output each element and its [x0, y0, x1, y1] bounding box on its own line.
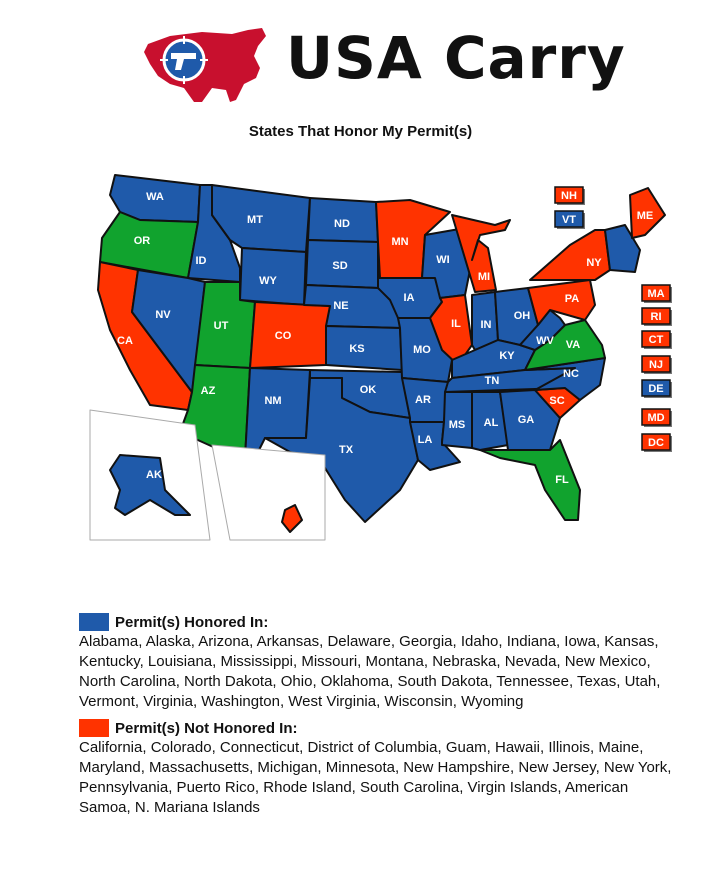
- state-label-VA: VA: [565, 339, 581, 351]
- state-label-WV: WV: [536, 335, 554, 347]
- state-label-ID: ID: [195, 255, 207, 267]
- state-label-NM: NM: [264, 395, 282, 407]
- side-box-label-MA: MA: [647, 288, 665, 300]
- side-box-label-DE: DE: [648, 383, 664, 395]
- state-label-MO: MO: [413, 344, 431, 356]
- state-label-CA: CA: [117, 335, 133, 347]
- brand-title: USA Carry: [286, 24, 626, 92]
- legend-honored-heading: [79, 612, 679, 632]
- not-honored-swatch: [79, 719, 109, 737]
- state-label-MS: MS: [448, 419, 466, 431]
- state-label-ND: ND: [334, 218, 350, 230]
- honored-swatch: [79, 613, 109, 631]
- state-label-NY: NY: [586, 257, 602, 269]
- state-label-TX: TX: [338, 444, 354, 456]
- page-subtitle: States That Honor My Permit(s): [248, 123, 473, 140]
- state-label-MI: MI: [477, 271, 491, 283]
- state-label-LA: LA: [417, 434, 433, 446]
- state-label-IL: IL: [451, 318, 461, 330]
- state-label-KY: KY: [499, 350, 515, 362]
- side-box-label-MD: MD: [647, 412, 665, 424]
- state-NY[interactable]: [530, 230, 610, 280]
- side-box-label-RI: RI: [650, 311, 662, 323]
- state-label-IA: IA: [403, 292, 415, 304]
- state-label-HI: HI: [260, 515, 272, 527]
- legend-not-honored-list: California, Colorado, Connecticut, District of Columbia, Guam, Hawaii, Illinois, Maine, Maryland, Massachusetts, Michigan, Minnesota, New Hampshire, New Jersey, New York, Pennsylvania, Puerto Rico, Rhode Island, South Carolina, Virgin Islands, American Samoa, N. Mariana Islands: [79, 739, 672, 816]
- side-box-label-NH: NH: [561, 190, 577, 202]
- state-label-PA: PA: [564, 293, 580, 305]
- state-label-SC: SC: [549, 395, 565, 407]
- state-label-MN: MN: [391, 236, 409, 248]
- state-label-KS: KS: [349, 343, 365, 355]
- side-box-label-DC: DC: [648, 437, 664, 449]
- side-box-label-VT: VT: [561, 214, 577, 226]
- state-label-CO: CO: [274, 330, 292, 342]
- state-label-ME: ME: [636, 210, 654, 222]
- legend-not-honored-heading: [79, 718, 679, 738]
- state-label-NC: NC: [563, 368, 579, 380]
- side-box-label-NJ: NJ: [648, 359, 664, 371]
- state-label-AL: AL: [483, 417, 499, 429]
- side-box-label-CT: CT: [648, 334, 664, 346]
- state-label-NV: NV: [155, 309, 171, 321]
- usa-map-logo-icon: [140, 22, 270, 110]
- state-label-FL: FL: [555, 474, 569, 486]
- state-label-TN: TN: [484, 375, 500, 387]
- state-label-GA: GA: [517, 414, 535, 426]
- state-label-WY: WY: [259, 275, 277, 287]
- legend-not-honored-title: Permit(s) Not Honored In:: [115, 719, 298, 737]
- state-PA[interactable]: [528, 280, 595, 325]
- state-label-UT: UT: [213, 320, 229, 332]
- legend-honored-list: Alabama, Alaska, Arizona, Arkansas, Delaware, Georgia, Idaho, Indiana, Iowa, Kansas, Kentucky, Louisiana, Mississippi, Missouri, Montana, Nebraska, Nevada, New Mexico, North Carolina, North Dakota, Ohio, Oklahoma, South Dakota, Tennessee, Texas, Utah, Vermont, Virginia, Washington, West Virginia, Wisconsin, Wyoming: [79, 633, 661, 710]
- usa-reciprocity-map: [80, 160, 680, 550]
- state-label-AK: AK: [146, 469, 162, 481]
- state-label-AZ: AZ: [200, 385, 216, 397]
- state-label-MT: MT: [247, 214, 263, 226]
- state-label-SD: SD: [332, 260, 348, 272]
- state-label-OR: OR: [133, 235, 151, 247]
- state-label-AR: AR: [415, 394, 431, 406]
- state-label-OH: OH: [513, 310, 531, 322]
- legend: [79, 612, 679, 824]
- legend-honored-title: Permit(s) Honored In:: [115, 613, 269, 631]
- state-label-WA: WA: [146, 191, 164, 203]
- state-label-NE: NE: [333, 300, 349, 312]
- state-label-OK: OK: [359, 384, 377, 396]
- state-label-WI: WI: [436, 254, 450, 266]
- state-label-IN: IN: [480, 319, 492, 331]
